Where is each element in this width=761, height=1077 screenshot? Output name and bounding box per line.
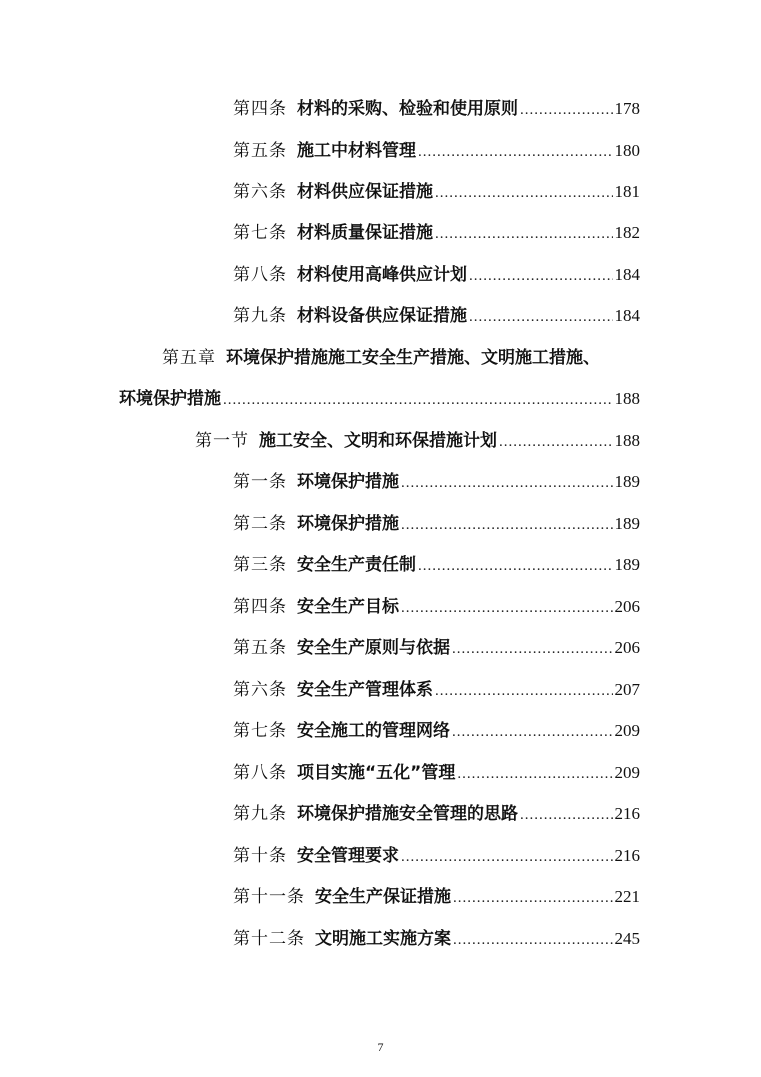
chapter-number: 第五章 <box>162 348 216 368</box>
toc-entry[interactable] <box>233 886 640 908</box>
toc-entry[interactable] <box>233 596 640 618</box>
toc-entry-title: 安全生产原则与依据 <box>297 638 450 658</box>
toc-entry-page: 180 <box>614 141 640 160</box>
dot-leader <box>401 846 613 868</box>
toc-entry-number: 第七条 <box>233 223 287 243</box>
dot-leader <box>499 431 613 453</box>
toc-entry-page: 184 <box>614 306 640 325</box>
toc-entry-number: 第四条 <box>233 597 287 617</box>
toc-entry-number: 第八条 <box>233 763 287 783</box>
toc-entry-page: 184 <box>614 265 640 284</box>
toc-entry[interactable] <box>233 928 640 950</box>
toc-entry-page: 206 <box>614 638 640 657</box>
toc-entry-title: 材料供应保证措施 <box>297 182 433 202</box>
toc-entry-page: 189 <box>614 555 640 574</box>
toc-entry-number: 第五条 <box>233 638 287 658</box>
toc-entry-number: 第十二条 <box>233 929 305 949</box>
toc-entry-title: 安全施工的管理网络 <box>297 721 450 741</box>
dot-leader <box>435 182 613 204</box>
toc-entry-title: 材料质量保证措施 <box>297 223 433 243</box>
toc-entry-number: 第一条 <box>233 472 287 492</box>
toc-entry-title: 材料使用高峰供应计划 <box>297 265 467 285</box>
dot-leader <box>223 389 613 411</box>
dot-leader <box>469 306 613 328</box>
dot-leader <box>457 763 612 785</box>
section-number: 第一节 <box>195 431 249 451</box>
dot-leader <box>452 638 613 660</box>
page-number: 7 <box>377 1040 384 1054</box>
toc-entry[interactable] <box>233 264 640 286</box>
toc-entry-title: 环境保护措施安全管理的思路 <box>297 804 518 824</box>
toc-entry[interactable] <box>233 720 640 742</box>
dot-leader <box>435 680 613 702</box>
toc-entry-number: 第四条 <box>233 99 287 119</box>
toc-entry[interactable] <box>233 222 640 244</box>
toc-entry-page: 181 <box>614 182 640 201</box>
toc-entry[interactable] <box>233 762 640 784</box>
chapter-heading-continuation[interactable] <box>119 388 640 410</box>
toc-entry[interactable] <box>233 554 640 576</box>
dot-leader <box>452 721 613 743</box>
toc-entry[interactable] <box>233 637 640 659</box>
toc-entry[interactable] <box>233 679 640 701</box>
chapter-title-line1: 环境保护措施施工安全生产措施、文明施工措施、 <box>226 348 600 368</box>
toc-entry-title: 安全生产保证措施 <box>315 887 451 907</box>
toc-entry-number: 第三条 <box>233 555 287 575</box>
dot-leader <box>453 887 613 909</box>
chapter-heading[interactable] <box>162 347 600 369</box>
toc-entry[interactable] <box>233 845 640 867</box>
toc-entry-page: 207 <box>614 680 640 699</box>
toc-entry-page: 189 <box>614 514 640 533</box>
toc-entry-title: 材料的采购、检验和使用原则 <box>297 99 518 119</box>
chapter-title-line2: 环境保护措施 <box>119 389 221 409</box>
toc-entry-number: 第九条 <box>233 306 287 326</box>
toc-entry[interactable] <box>233 181 640 203</box>
toc-entry[interactable] <box>233 513 640 535</box>
toc-entry-title: 安全生产管理体系 <box>297 680 433 700</box>
toc-entry-number: 第七条 <box>233 721 287 741</box>
toc-entry[interactable] <box>233 305 640 327</box>
toc-entry-page: 209 <box>614 763 640 782</box>
toc-entry-number: 第十条 <box>233 846 287 866</box>
toc-entry-number: 第八条 <box>233 265 287 285</box>
toc-entry-page: 206 <box>614 597 640 616</box>
dot-leader <box>418 141 613 163</box>
dot-leader <box>469 265 613 287</box>
toc-entry-page: 221 <box>614 887 640 906</box>
toc-entry-title: 安全生产责任制 <box>297 555 416 575</box>
dot-leader <box>435 223 613 245</box>
section-page: 188 <box>614 431 640 450</box>
toc-entry[interactable] <box>233 803 640 825</box>
toc-entry-page: 209 <box>614 721 640 740</box>
toc-entry-title: 安全生产目标 <box>297 597 399 617</box>
toc-entry-number: 第九条 <box>233 804 287 824</box>
toc-entry-number: 第十一条 <box>233 887 305 907</box>
toc-entry-title: 施工中材料管理 <box>297 141 416 161</box>
toc-entry-page: 178 <box>614 99 640 118</box>
toc-entry-title: 文明施工实施方案 <box>315 929 451 949</box>
section-title: 施工安全、文明和环保措施计划 <box>259 431 497 451</box>
toc-entry-title: 项目实施“五化”管理 <box>297 763 456 783</box>
dot-leader <box>401 514 613 536</box>
toc-entry[interactable] <box>233 471 640 493</box>
dot-leader <box>418 555 613 577</box>
toc-entry[interactable] <box>233 140 640 162</box>
dot-leader <box>520 99 613 121</box>
dot-leader <box>453 929 613 951</box>
toc-entry-page: 182 <box>614 223 640 242</box>
dot-leader <box>401 597 613 619</box>
dot-leader <box>520 804 613 826</box>
toc-entry-page: 189 <box>614 472 640 491</box>
toc-entry-title: 安全管理要求 <box>297 846 399 866</box>
toc-entry-page: 216 <box>614 846 640 865</box>
toc-entry-title: 环境保护措施 <box>297 514 399 534</box>
toc-entry-number: 第五条 <box>233 141 287 161</box>
section-entry[interactable] <box>195 430 640 452</box>
dot-leader <box>401 472 613 494</box>
toc-entry-number: 第六条 <box>233 680 287 700</box>
toc-entry-number: 第二条 <box>233 514 287 534</box>
chapter-page: 188 <box>614 389 640 408</box>
toc-entry-number: 第六条 <box>233 182 287 202</box>
toc-entry-page: 216 <box>614 804 640 823</box>
toc-entry-page: 245 <box>614 929 640 948</box>
toc-entry-title: 环境保护措施 <box>297 472 399 492</box>
toc-entry[interactable] <box>233 98 640 120</box>
toc-entry-title: 材料设备供应保证措施 <box>297 306 467 326</box>
